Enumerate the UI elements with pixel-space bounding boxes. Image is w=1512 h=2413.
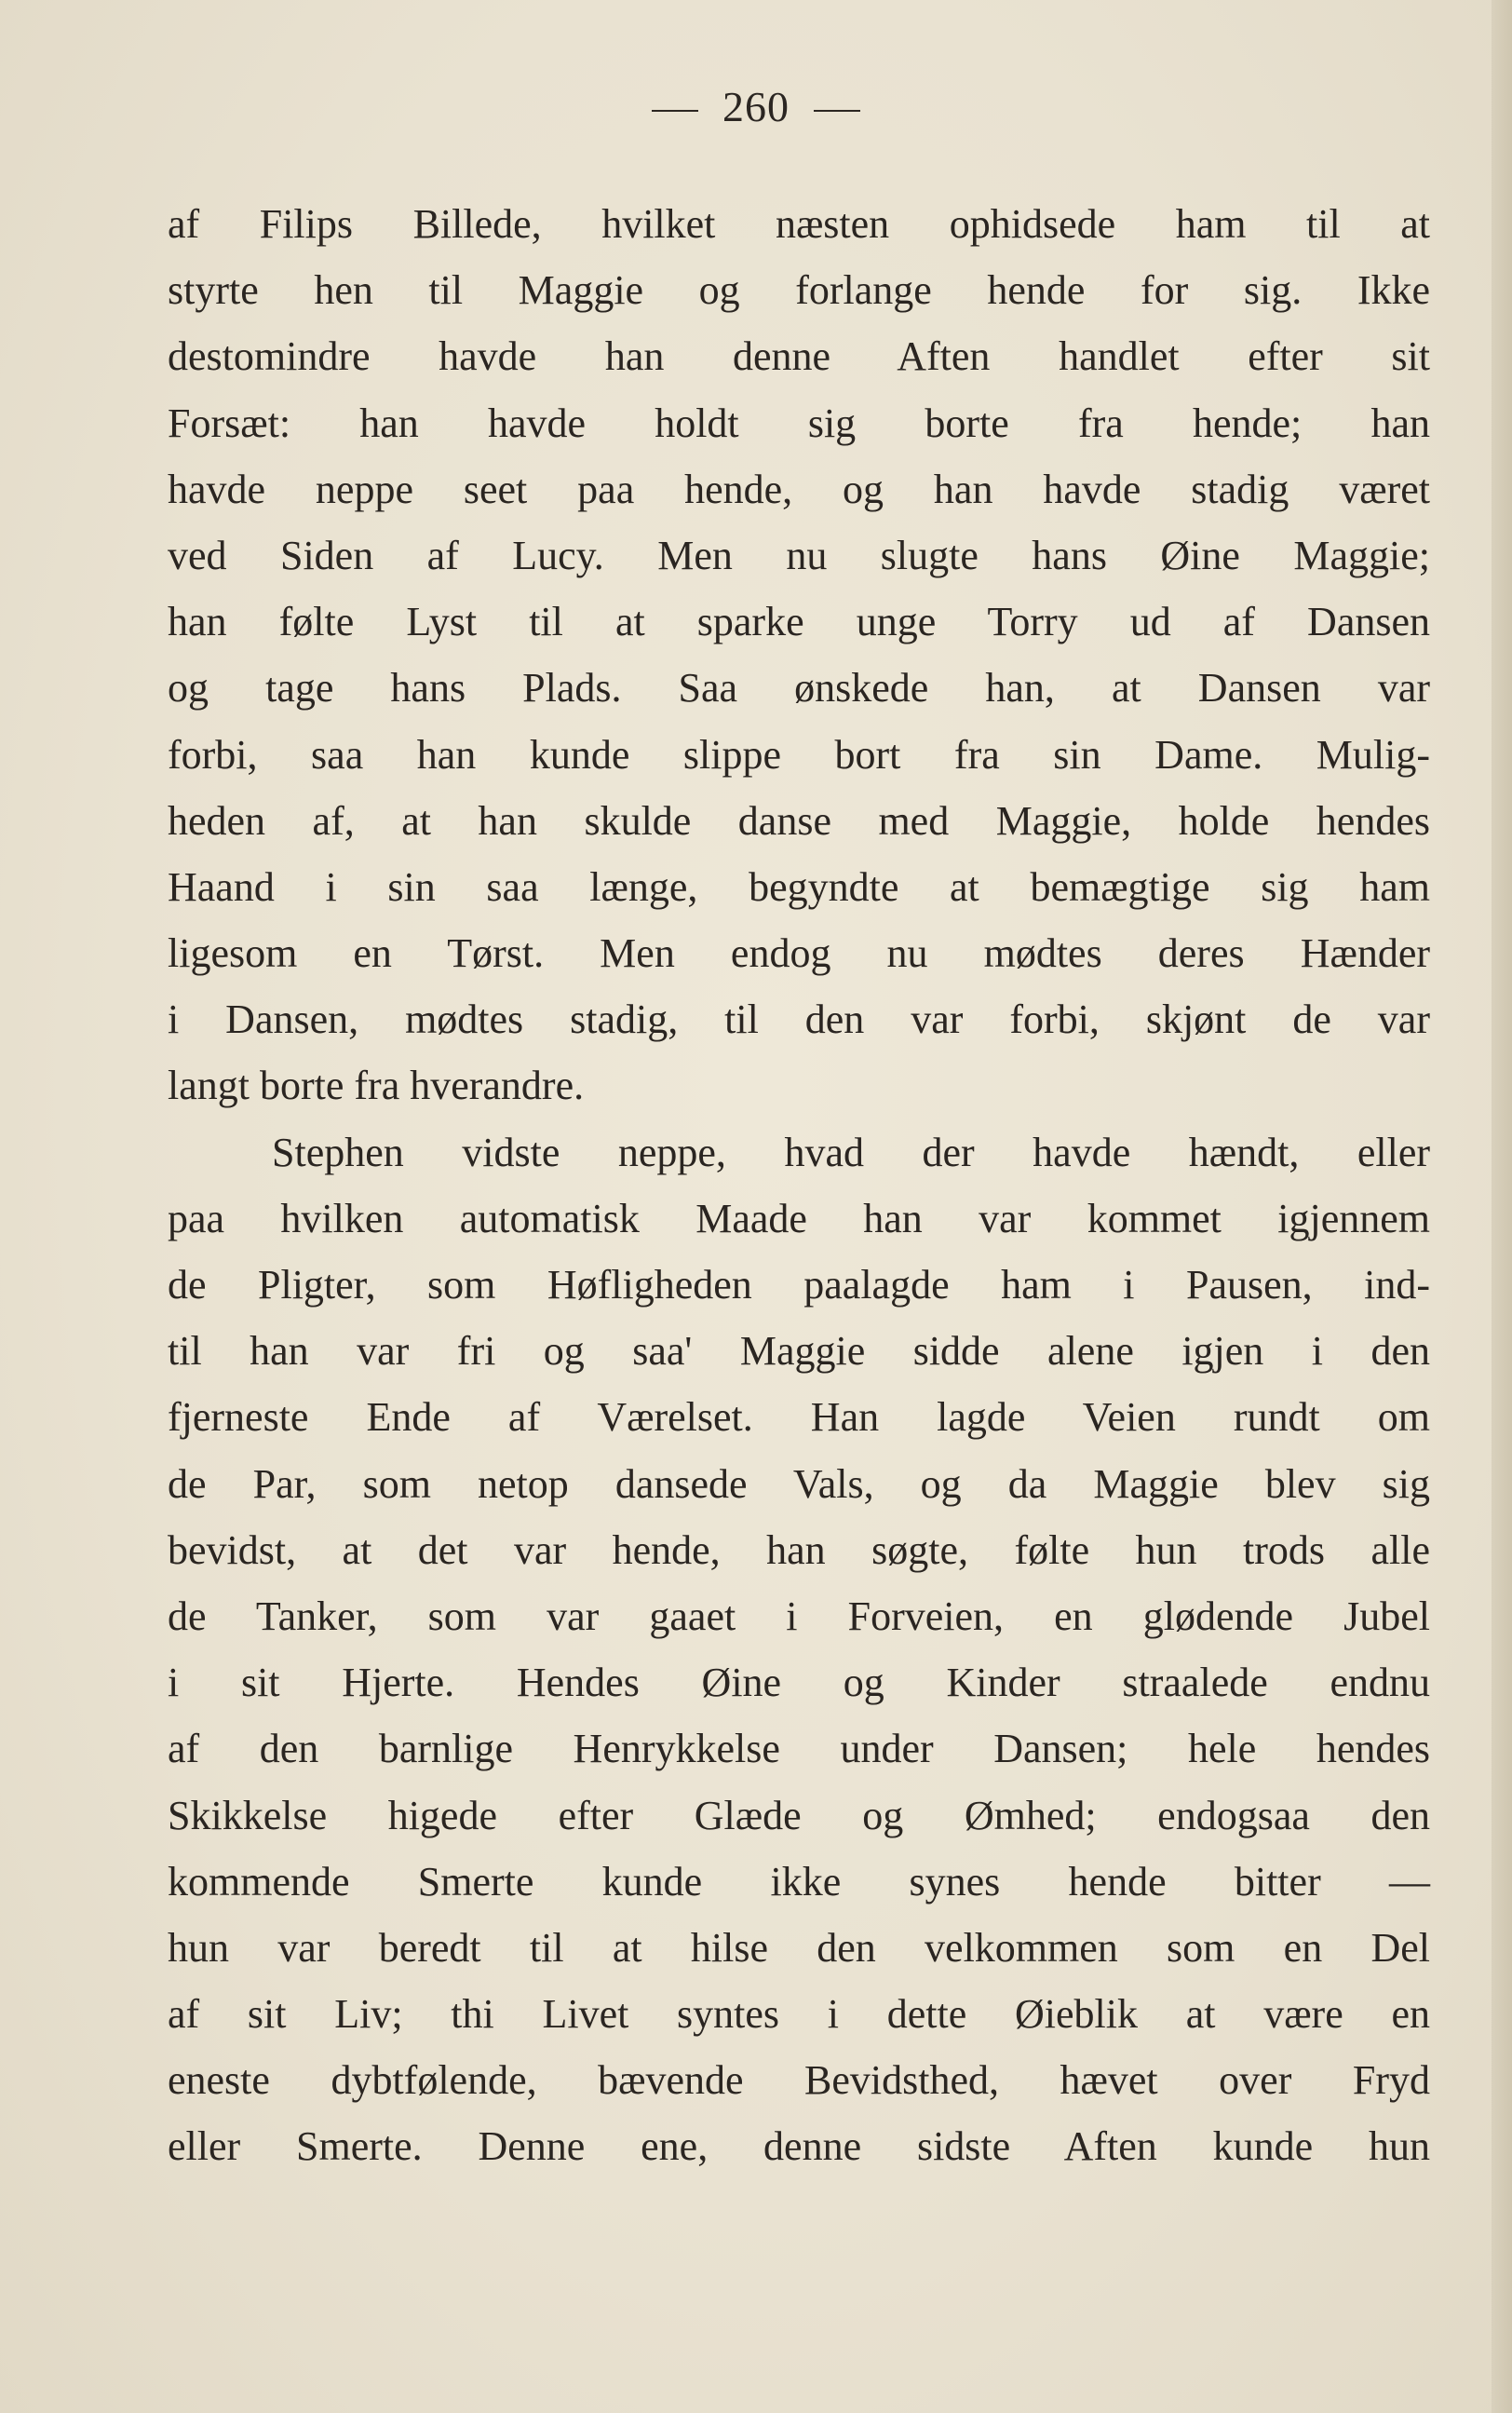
- text-line: ved Siden af Lucy. Men nu slugte hans Øine Maggie;: [168, 532, 1430, 578]
- text-line: kommende Smerte kunde ikke synes hende bitter —: [168, 1858, 1430, 1905]
- text-line: af den barnlige Henrykkelse under Dansen; hele hendes: [168, 1726, 1430, 1772]
- text-line: forbi, saa han kunde slippe bort fra sin Dame. Mulig-: [168, 731, 1430, 778]
- text-line: destomindre havde han denne Aften handlet efter sit: [168, 333, 1430, 380]
- text-line: og tage hans Plads. Saa ønskede han, at Dansen var: [168, 665, 1430, 712]
- text-line: af Filips Billede, hvilket næsten ophidsede ham til at: [168, 201, 1430, 247]
- page-number: 260: [722, 83, 790, 130]
- text-line: de Par, som netop dansede Vals, og da Maggie blev sig: [168, 1460, 1430, 1507]
- text-line: de Pligter, som Høfligheden paalagde ham i Pausen, ind-: [168, 1262, 1430, 1308]
- text-line: havde neppe seet paa hende, og han havde stadig været: [168, 466, 1430, 512]
- text-line: fjerneste Ende af Værelset. Han lagde Veien rundt om: [168, 1394, 1430, 1441]
- text-line: Haand i sin saa længe, begyndte at bemægtige sig ham: [168, 863, 1430, 910]
- text-line: paa hvilken automatisk Maade han var kommet igjennem: [168, 1195, 1430, 1241]
- text-line: Forsæt: han havde holdt sig borte fra hende; han: [168, 400, 1430, 446]
- paragraph-end-line: langt borte fra hverandre.: [168, 1063, 585, 1109]
- body-text: [168, 191, 1430, 2180]
- text-line: til han var fri og saa' Maggie sidde alene igjen i den: [168, 1328, 1430, 1375]
- page-edge: [1492, 0, 1512, 2413]
- text-line: ligesom en Tørst. Men endog nu mødtes deres Hænder: [168, 930, 1430, 977]
- text-line: eneste dybtfølende, bævende Bevidsthed, hævet over Fryd: [168, 2057, 1430, 2104]
- text-line: af sit Liv; thi Livet syntes i dette Øieblik at være en: [168, 1991, 1430, 2038]
- page-header: [0, 82, 1512, 131]
- text-line: styrte hen til Maggie og forlange hende for sig. Ikke: [168, 267, 1430, 314]
- text-line: bevidst, at det var hende, han søgte, følte hun trods alle: [168, 1526, 1430, 1573]
- header-dash-right: [814, 110, 860, 112]
- text-line: Skikkelse higede efter Glæde og Ømhed; endogsaa den: [168, 1792, 1430, 1838]
- header-dash-left: [652, 110, 698, 112]
- paragraph-start-line: Stephen vidste neppe, hvad der havde hændt, eller: [272, 1129, 1430, 1175]
- text-line: i Dansen, mødtes stadig, til den var forbi, skjønt de var: [168, 996, 1430, 1043]
- text-line: de Tanker, som var gaaet i Forveien, en glødende Jubel: [168, 1593, 1430, 1639]
- text-line: hun var beredt til at hilse den velkommen som en Del: [168, 1924, 1430, 1971]
- text-line: i sit Hjerte. Hendes Øine og Kinder straalede endnu: [168, 1660, 1430, 1706]
- text-line: heden af, at han skulde danse med Maggie, holde hendes: [168, 797, 1430, 844]
- text-line: eller Smerte. Denne ene, denne sidste Aften kunde hun: [168, 2123, 1430, 2170]
- text-line: han følte Lyst til at sparke unge Torry ud af Dansen: [168, 599, 1430, 645]
